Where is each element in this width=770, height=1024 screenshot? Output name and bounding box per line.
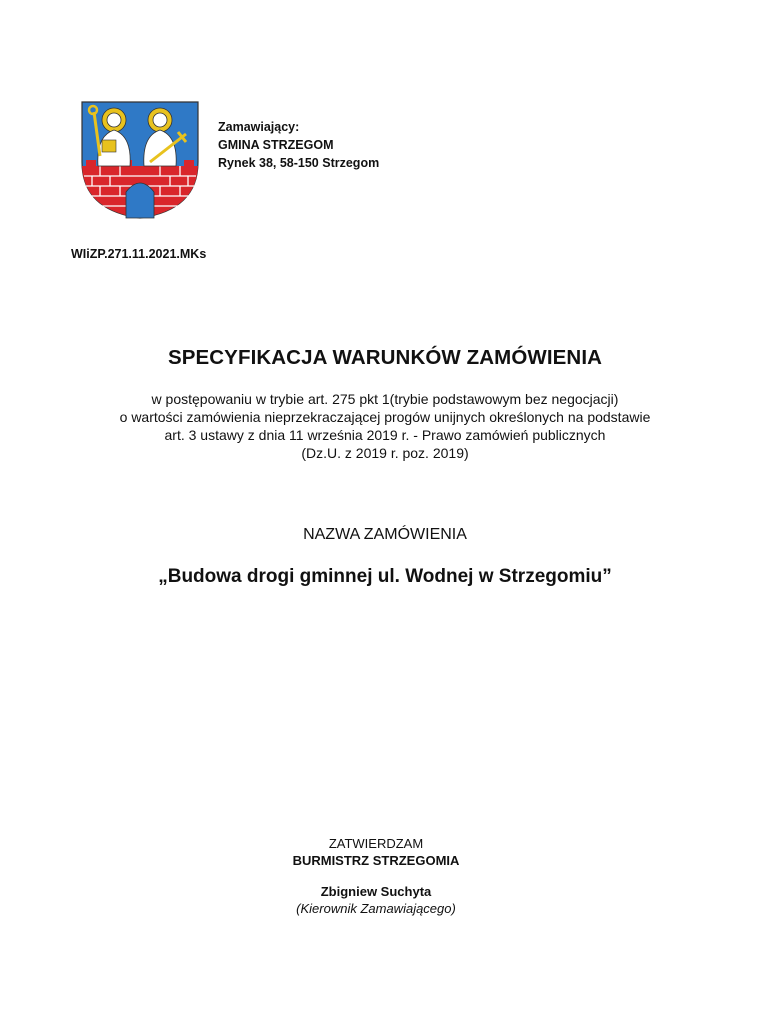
- description-line: o wartości zamówienia nieprzekraczającej progów unijnych określonych na podstawie: [119, 409, 651, 425]
- approver-position: BURMISTRZ STRZEGOMIA: [292, 853, 460, 868]
- issuer-block: [218, 118, 379, 172]
- reference-number: WIiZP.271.11.2021.MKs: [71, 247, 207, 261]
- approver-role: (Kierownik Zamawiającego): [296, 901, 456, 916]
- description-line: w postępowaniu w trybie art. 275 pkt 1(trybie podstawowym bez negocjacji): [151, 391, 619, 407]
- issuer-address: Rynek 38, 58-150 Strzegom: [218, 156, 380, 170]
- approve-label: ZATWIERDZAM: [328, 836, 424, 851]
- procedure-description: [0, 390, 770, 462]
- coat-of-arms-logo: [80, 100, 200, 220]
- issuer-name: GMINA STRZEGOM: [218, 138, 334, 152]
- document-title: SPECYFIKACJA WARUNKÓW ZAMÓWIENIA: [167, 346, 603, 369]
- issuer-label: Zamawiający:: [218, 120, 300, 134]
- order-name-label: NAZWA ZAMÓWIENIA: [303, 526, 467, 543]
- approval-block: [0, 835, 752, 917]
- description-line: art. 3 ustawy z dnia 11 września 2019 r. - Prawo zamówień publicznych: [164, 427, 606, 443]
- approver-name: Zbigniew Suchyta: [320, 884, 432, 899]
- description-line: (Dz.U. z 2019 r. poz. 2019): [301, 445, 469, 461]
- order-name: „Budowa drogi gminnej ul. Wodnej w Strzegomiu”: [158, 566, 612, 587]
